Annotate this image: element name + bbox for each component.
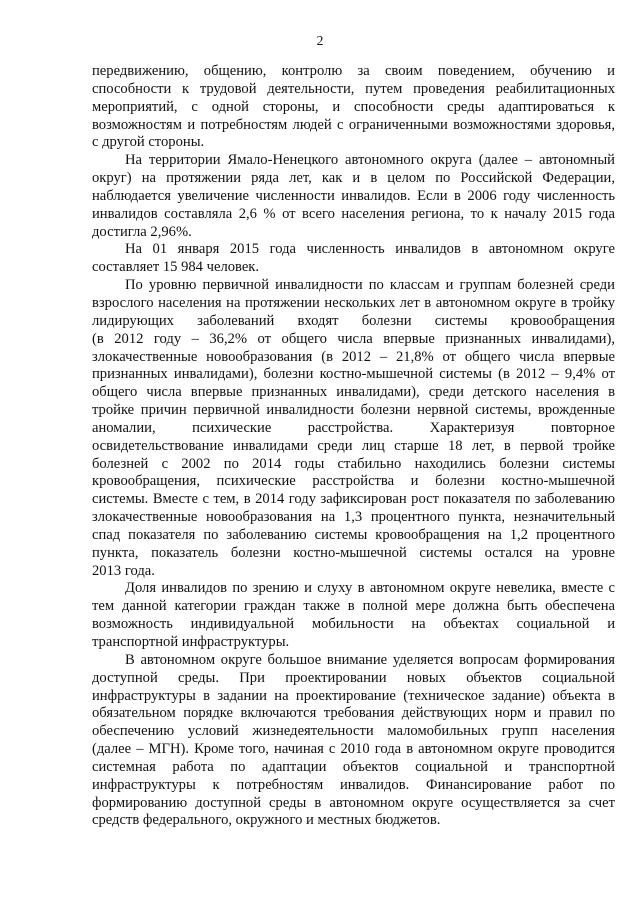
text-line: средств федерального, окружного и местных бюджетов.	[92, 812, 441, 829]
text-line: пункта, показатель болезни костно-мышечной системы остался на уровне	[92, 544, 615, 561]
text-line: транспортной инфраструктуры.	[92, 634, 290, 650]
paragraph	[92, 63, 615, 152]
text-line: округ) на протяжении ряда лет, как и в целом по Российской Федерации,	[92, 170, 615, 187]
text-line: тем данной категории граждан также в полной мере должна быть обеспечена	[92, 598, 615, 615]
paragraph	[92, 277, 615, 580]
paragraph	[92, 652, 615, 830]
text-line: инвалидов составляла 2,6 % от всего населения региона, то к началу 2015 года	[92, 205, 615, 222]
text-line: 2013 года.	[92, 562, 155, 579]
text-line: На 01 января 2015 года численность инвалидов в автономном округе	[125, 241, 615, 258]
text-line: системы. Вместе с тем, в 2014 году зафиксирован рост показателя по заболеванию	[92, 491, 615, 508]
text-line: болезней с 2002 по 2014 годы стабильно находились болезни системы	[92, 455, 615, 472]
text-line: возможностям и потребностям людей с ограниченными возможностями здоровья,	[92, 116, 615, 133]
text-line: тройке причин первичной инвалидности болезни нервной системы, врожденные	[92, 402, 615, 419]
text-line: освидетельствование инвалидами среди лиц старше 18 лет, в первой тройке	[92, 437, 615, 454]
text-line: По уровню первичной инвалидности по классам и группам болезней среди	[125, 277, 615, 294]
text-line: взрослого населения на протяжении нескольких лет в автономном округе в тройку	[92, 294, 615, 311]
text-line: составляет 15 984 человек.	[92, 259, 260, 276]
text-line: В автономном округе большое внимание уделяется вопросам формирования	[125, 651, 615, 668]
text-line: кровообращения, психические расстройства и болезни костно-мышечной	[92, 473, 615, 490]
text-line: злокачественные новообразования на 1,3 процентного пункта, незначительный	[92, 509, 615, 526]
text-line: Доля инвалидов по зрению и слуху в автономном округе невелика, вместе с	[125, 580, 615, 597]
text-line: обеспечению условий жизнедеятельности маломобильных групп населения	[92, 723, 615, 740]
text-line: с другой стороны.	[92, 134, 205, 151]
text-line: доступной среды. При проектировании новых объектов социальной	[92, 669, 615, 686]
text-line: достигла 2,96%.	[92, 223, 192, 240]
text-line: На территории Ямало-Ненецкого автономного округа (далее – автономный	[125, 152, 615, 169]
text-line: передвижению, общению, контролю за своим поведением, обучению и	[92, 63, 615, 79]
text-line: инфраструктуры к потребностям инвалидов. Финансирование работ по	[92, 776, 615, 793]
text-line: способности к трудовой деятельности, путем проведения реабилитационных	[92, 80, 615, 97]
text-line: (далее – МГН). Кроме того, начиная с 2010 года в автономном округе проводится	[92, 741, 615, 758]
text-line: мероприятий, с одной стороны, и способности среды адаптироваться к	[92, 98, 615, 115]
text-line: наблюдается увеличение численности инвалидов. Если в 2006 году численность	[92, 187, 615, 204]
text-line: формированию доступной среды в автономном округе осуществляется за счет	[92, 794, 615, 811]
text-line: признанных инвалидами), болезни костно-мышечной системы (в 2012 – 9,4% от	[92, 366, 615, 383]
paragraph	[92, 580, 615, 651]
text-line: общего числа впервые признанных инвалидами), среди детского населения в	[92, 384, 615, 401]
text-line: лидирующих заболеваний входят болезни системы кровообращения	[92, 312, 615, 329]
paragraph	[92, 152, 615, 241]
text-line: возможность индивидуальной мобильности на объектах социальной и	[92, 616, 615, 633]
text-line: аномалии, психические расстройства. Характеризуя повторное	[92, 419, 615, 436]
text-line: спад показателя по заболеванию системы кровообращения на 1,2 процентного	[92, 526, 615, 543]
page-number: 2	[316, 33, 324, 48]
text-line: обязательном порядке включаются требования действующих норм и правил по	[92, 705, 615, 722]
text-line: инфраструктуры в задании на проектирование (техническое задание) объекта в	[92, 687, 615, 704]
document-body	[92, 63, 615, 830]
text-line: системная работа по адаптации объектов социальной и транспортной	[92, 758, 615, 775]
text-line: (в 2012 году – 36,2% от общего числа впервые признанных инвалидами),	[92, 330, 615, 347]
paragraph	[92, 241, 615, 277]
text-line: злокачественные новообразования (в 2012 – 21,8% от общего числа впервые	[92, 348, 615, 365]
